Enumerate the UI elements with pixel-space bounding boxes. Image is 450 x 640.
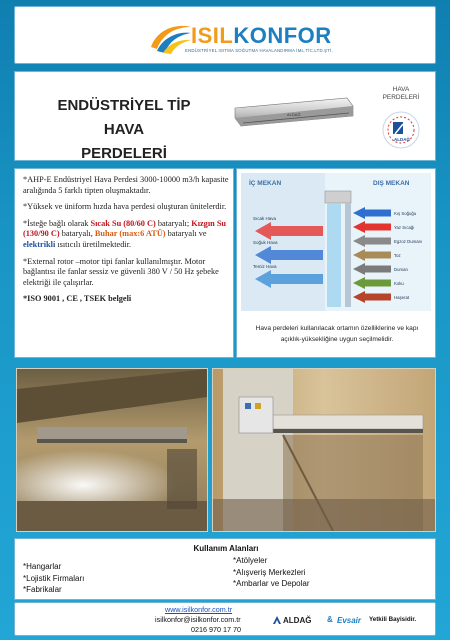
page-title [39, 94, 209, 166]
diagram-caption: Hava perdeleri kullanılacak ortamın özelliklerine ve kapı açıklık-yüksekliğine uygun seçilmelidir. [255, 325, 419, 343]
outside-flow-label: Koku [394, 280, 404, 286]
p3-part-b: bataryalı; [155, 218, 192, 228]
installation-photo-2-image [213, 369, 435, 531]
installation-photo-1-image [17, 369, 207, 531]
description-p2: *Yüksek ve üniform hızda hava perdesi oluşturan ünitelerdir. [23, 202, 227, 212]
brand-name [191, 23, 332, 49]
outside-flow-label: Kış Soğuğu [394, 210, 417, 216]
email-address: isilkonfor@isilkonfor.com.tr [155, 615, 241, 624]
description-p1: *AHP-E Endüstriyel Hava Perdesi 3000-10000 m3/h kapasite aralığında 5 farklı tipten oluşmaktadır. [23, 175, 229, 195]
description-text [23, 175, 229, 311]
inside-flow-label: Sıcak Hava [253, 216, 277, 221]
superheated-water-option: Kızgın Su (130/90 C) [23, 218, 227, 239]
p3-part-e: ısıtıcılı üretilmektedir. [55, 239, 132, 249]
usage-item: *Ambarlar ve Depolar [233, 579, 310, 588]
brand-tagline: ENDÜSTRİYEL ISITMA SOĞUTMA HAVALANDIRMA İML.TİC.LTD.ŞTİ. [185, 48, 333, 53]
aldag-seal-icon [381, 110, 421, 150]
description-p5: *ISO 9001 , CE , TSEK belgeli [23, 294, 132, 304]
aldag-logo-icon [272, 615, 282, 625]
usage-list-left [23, 561, 84, 596]
brand-separator: & [327, 615, 333, 624]
electric-option: elektrikli [23, 239, 56, 249]
usage-item: *Lojistik Firmaları [23, 573, 85, 583]
title-panel [14, 71, 436, 161]
hot-water-option: Sıcak Su (80/60 C) [90, 218, 156, 228]
usage-item: *Alışveriş Merkezleri [233, 567, 306, 577]
p3-part-d: bataryalı ve [165, 229, 207, 239]
usage-item: *Fabrikalar [23, 585, 62, 594]
side-label-line1: HAVA [392, 86, 410, 93]
inside-arrows [253, 216, 323, 288]
side-label-line2: PERDELERİ [382, 94, 420, 101]
outside-flow-label: Yaz Sıcağı [394, 224, 415, 230]
usage-item: *Atölyeler [233, 556, 268, 565]
outside-flow-label: Duman [394, 266, 408, 272]
authorized-dealer-label: Yetkili Bayisidir. [369, 616, 417, 623]
usage-panel [14, 538, 436, 600]
installation-photo-2 [212, 368, 436, 532]
usage-list-right [233, 555, 309, 590]
outside-flow-label: Egzoz Dumanı [394, 238, 423, 244]
description-p4: *External rotor –motor tipi fanlar kullanılmıştır. Motor bağlantısı ile fanlar sessiz ve güvenli 380 V / 50 Hz şebeke elektriği ile çalışırlar. [23, 256, 219, 287]
p3-part-c: bataryalı, [59, 229, 95, 239]
page-title-line2: PERDELERİ [81, 145, 167, 162]
inside-flow-label: Soğuk Hava [253, 240, 278, 245]
air-stream-shape [327, 203, 341, 307]
usage-item: *Hangarlar [23, 562, 62, 571]
website-link[interactable]: www.isilkonfor.com.tr [165, 605, 233, 614]
footer-panel [14, 602, 436, 636]
outside-flow-label: Toz [394, 252, 401, 258]
phone-number: 0216 970 17 70 [191, 625, 241, 634]
evsair-brand-label: Evsair [337, 616, 362, 625]
page-title-line1: ENDÜSTRİYEL TİP HAVA [57, 97, 191, 138]
description-p3 [23, 219, 229, 251]
outside-label: DIŞ MEKAN [373, 180, 410, 187]
side-product-label [377, 86, 425, 102]
seal-text: ALDAĞ [394, 137, 410, 142]
air-curtain-product-image [229, 92, 357, 132]
header-logo-panel [14, 6, 436, 64]
aldag-brand-label: ALDAĞ [283, 616, 312, 625]
usage-title: Kullanım Alanları [193, 544, 259, 553]
outside-flow-label: Haşerat [394, 294, 410, 300]
description-panel [14, 168, 234, 358]
brand-name-part2: KONFOR [233, 23, 332, 48]
inside-label: İÇ MEKAN [249, 180, 282, 187]
brand-name-part1: ISIL [191, 23, 234, 48]
p3-part-a: *İsteğe bağlı olarak [23, 218, 91, 228]
steam-option: Buhar (max:6 ATÜ) [94, 229, 166, 239]
curtain-unit-shape [325, 191, 351, 203]
air-curtain-diagram [241, 173, 431, 311]
product-brand-label: ALDAĞ [287, 112, 301, 117]
door-frame-shape [345, 203, 351, 307]
diagram-panel [236, 168, 436, 358]
installation-photo-1 [16, 368, 208, 532]
inside-flow-label: Temiz Hava [253, 264, 277, 269]
